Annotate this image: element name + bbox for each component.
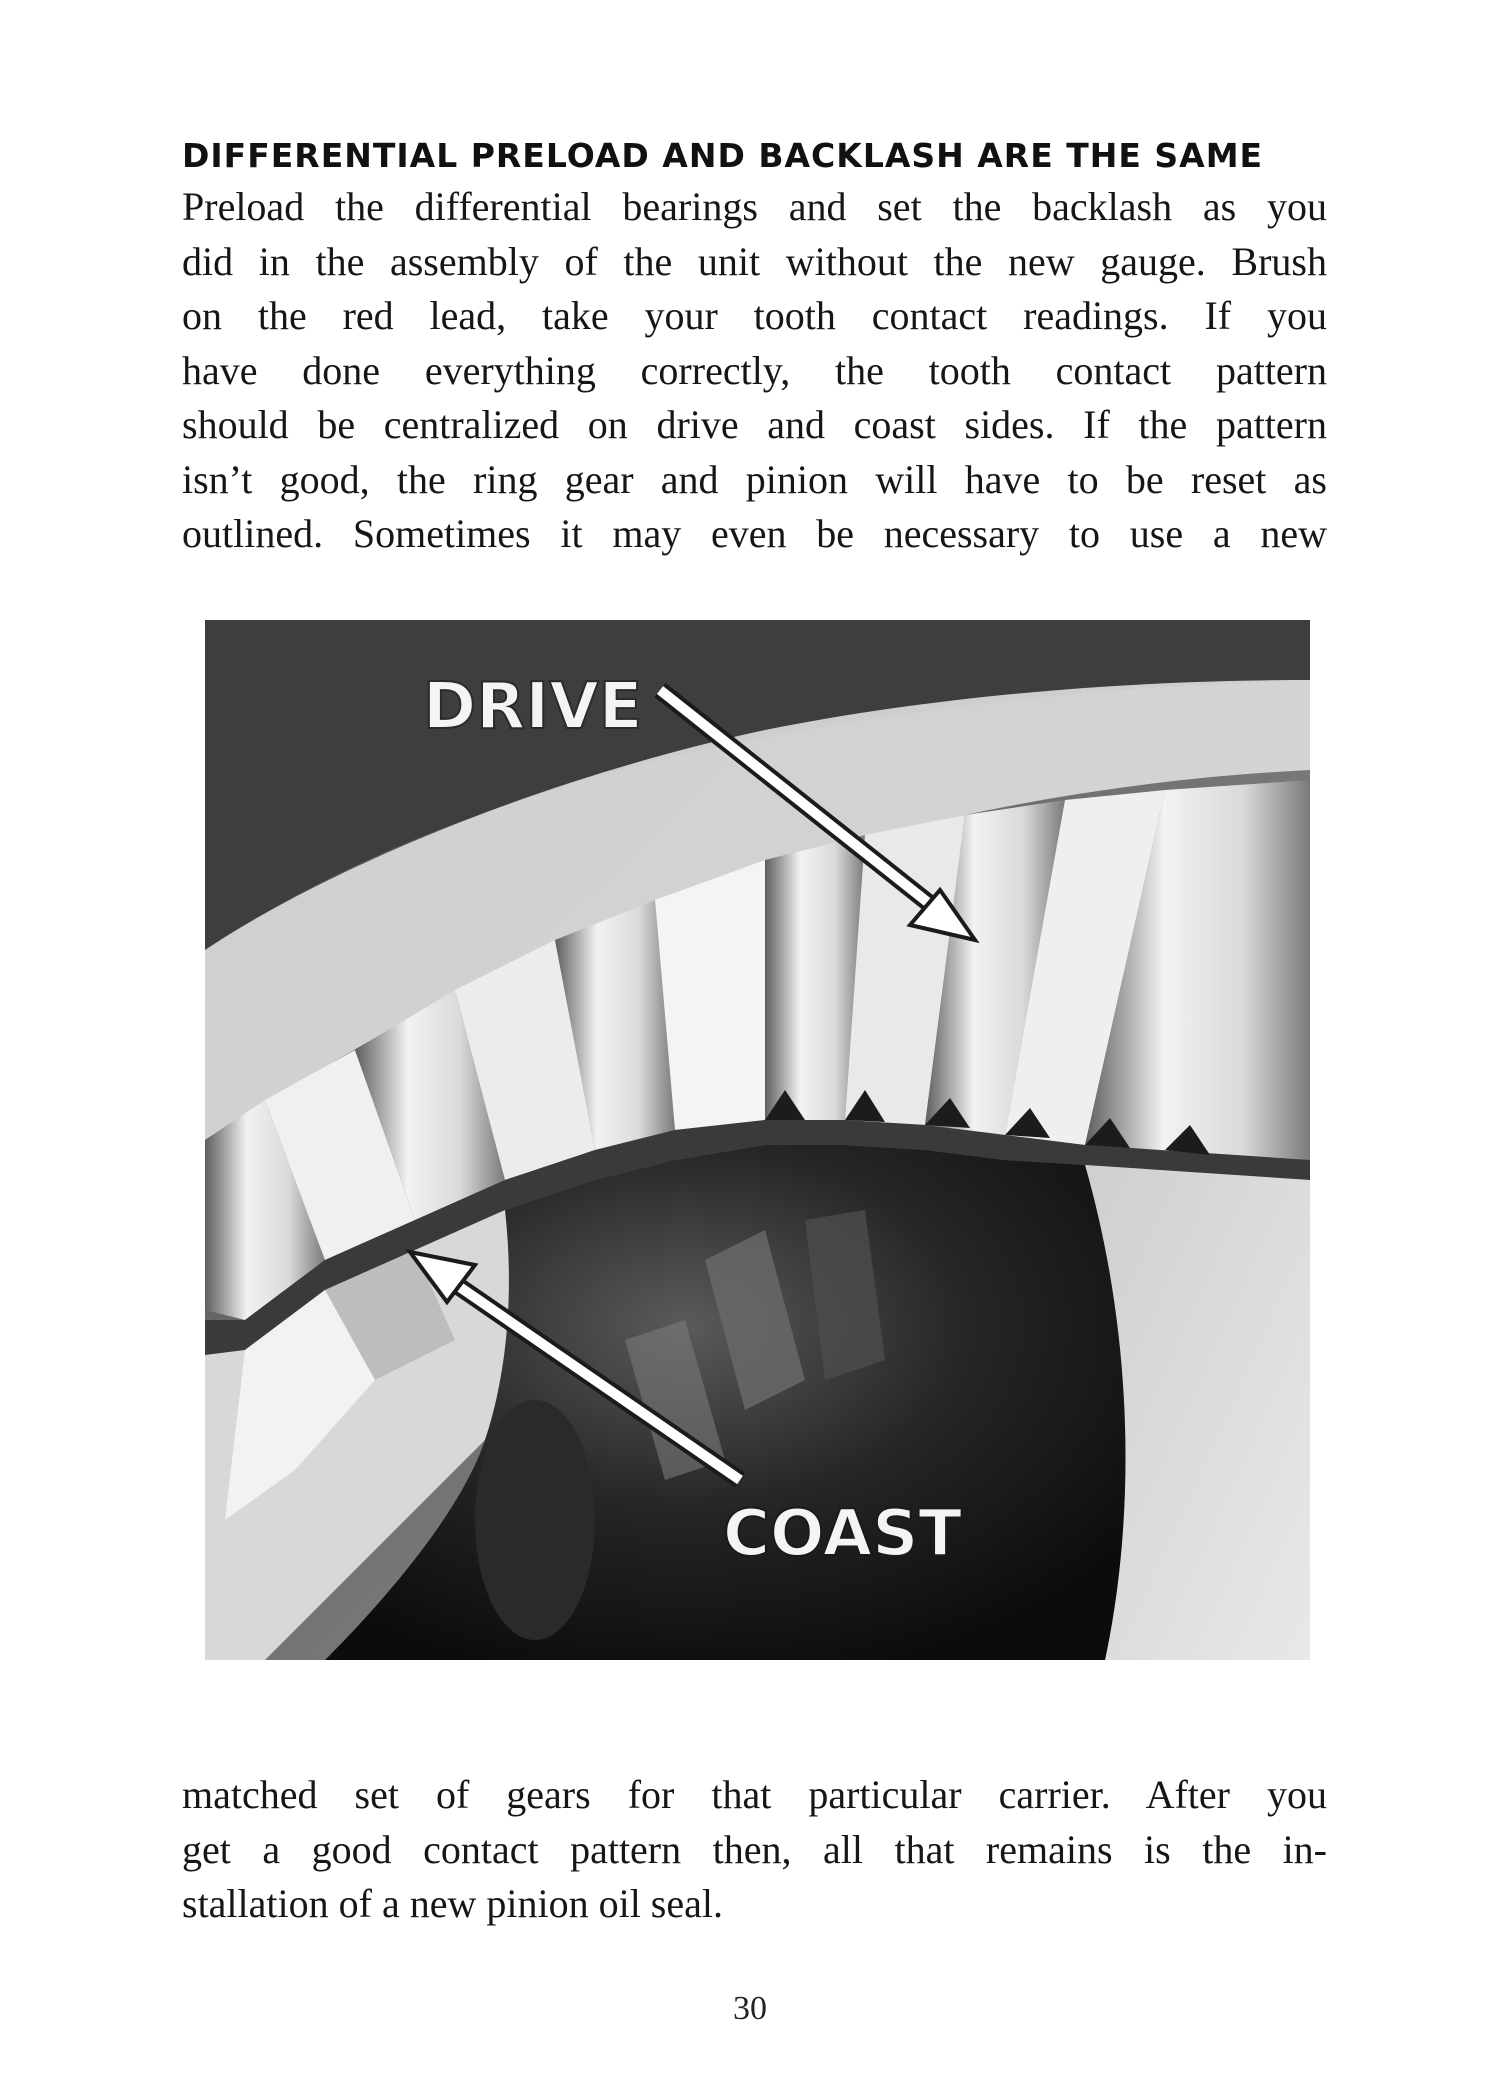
- text-line: get a good contact pattern then, all that remains is the in-: [182, 1826, 1327, 1872]
- text-line: on the red lead, take your tooth contact readings. If you: [182, 293, 1327, 338]
- text-line: have done everything correctly, the tooth contact pattern: [182, 347, 1327, 393]
- drive-label: DRIVE: [423, 670, 643, 744]
- text-line: matched set of gears for that particular carrier. After you: [182, 1772, 1327, 1817]
- text-line: Preload the differential bearings and set the backlash as you: [182, 184, 1327, 229]
- paragraph-top: [182, 180, 1327, 562]
- text-line: outlined. Sometimes it may even be necessary to use a new: [182, 511, 1327, 556]
- paragraph-bottom: [182, 1768, 1327, 1932]
- text-line: isn’t good, the ring gear and pinion will have to be reset as: [182, 456, 1327, 502]
- page-number: 30: [733, 1990, 767, 2027]
- section-heading: DIFFERENTIAL PRELOAD AND BACKLASH ARE THE SAME: [182, 136, 1264, 175]
- gear-tooth-contact-photo: [205, 620, 1310, 1660]
- coast-label: COAST: [723, 1497, 962, 1571]
- gear-photo-illustration: [205, 620, 1310, 1660]
- text-line: should be centralized on drive and coast sides. If the pattern: [182, 402, 1327, 447]
- text-line: did in the assembly of the unit without the new gauge. Brush: [182, 238, 1327, 284]
- text-line: stallation of a new pinion oil seal.: [182, 1881, 723, 1926]
